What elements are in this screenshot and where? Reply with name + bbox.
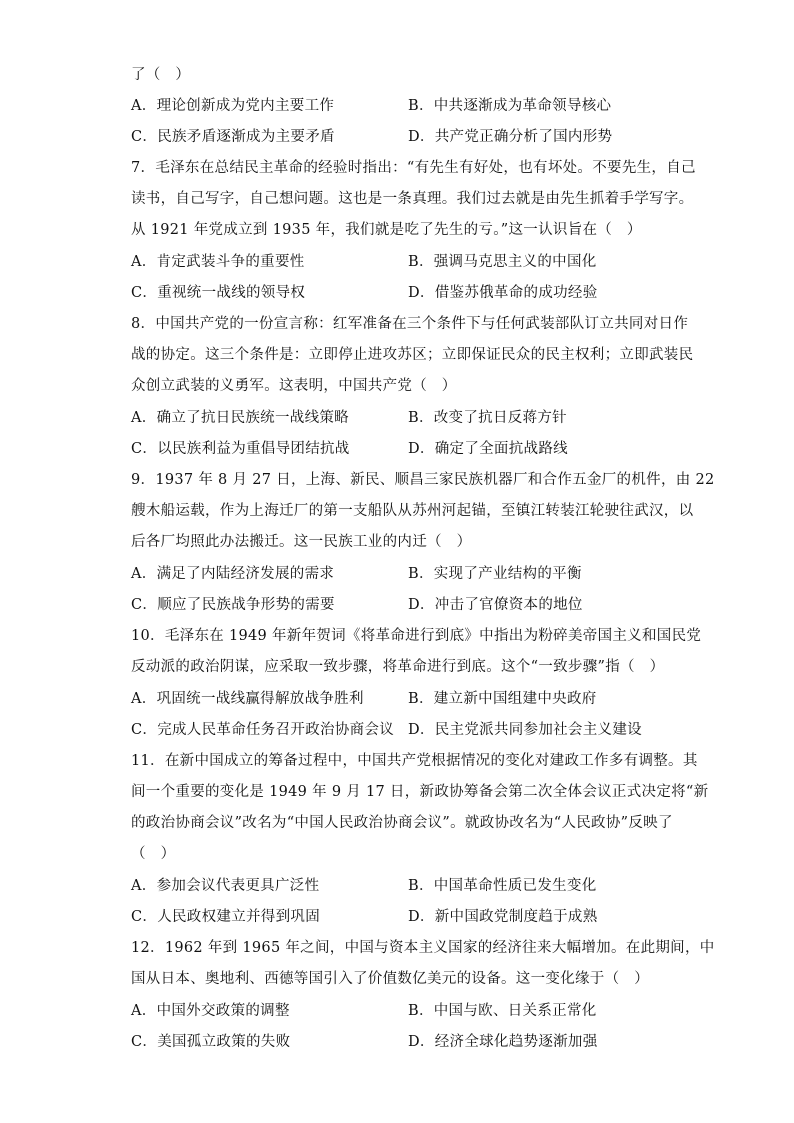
q12-option-d: D．经济全球化趋势逐渐加强	[408, 1034, 598, 1050]
q10-option-b: B．建立新中国组建中央政府	[408, 691, 597, 707]
q8-option-d: D．确定了全面抗战路线	[408, 441, 568, 457]
q12-option-c: C．美国孤立政策的失败	[131, 1034, 291, 1050]
q11-option-d: D．新中国政党制度趋于成熟	[408, 909, 598, 925]
q11-option-b: B．中国革命性质已发生变化	[408, 878, 597, 894]
q10-option-a: A．巩固统一战线赢得解放战争胜利	[131, 691, 364, 707]
q11-stem-line: 的政治协商会议”改名为“中国人民政治协商会议”。就政协改名为“人民政协”反映了	[131, 815, 673, 831]
q7-option-a: A．肯定武装斗争的重要性	[131, 254, 305, 270]
q6-option-d: D．共产党正确分析了国内形势	[408, 129, 613, 145]
q7-option-c: C．重视统一战线的领导权	[131, 285, 306, 301]
q7-stem-line: 7．毛泽东在总结民主革命的经验时指出：“有先生有好处，也有坏处。不要先生，自己	[131, 160, 696, 176]
q8-option-a: A．确立了抗日民族统一战线策略	[131, 410, 349, 426]
q8-stem-line: 众创立武装的义勇军。这表明，中国共产党（ ）	[131, 378, 457, 394]
q9-stem-line: 后各厂均照此办法搬迁。这一民族工业的内迁（ ）	[131, 534, 472, 550]
q7-stem-line: 读书，自己写字，自己想问题。这也是一条真理。我们过去就是由先生抓着手学写字。	[131, 191, 694, 207]
q11-stem-line: （ ）	[131, 846, 176, 862]
q11-stem-line: 间一个重要的变化是 1949 年 9 月 17 日，新政协筹备会第二次全体会议正式决定将“新	[131, 784, 709, 800]
q7-option-b: B．强调马克思主义的中国化	[408, 254, 597, 270]
q8-stem-line: 战的协定。这三个条件是：立即停止进攻苏区；立即保证民众的民主权利；立即武装民	[131, 347, 694, 363]
q12-option-a: A．中国外交政策的调整	[131, 1003, 290, 1019]
q6-stem-tail: 了（ ）	[131, 67, 191, 83]
q9-stem-line: 艘木船运载，作为上海迁厂的第一支船队从苏州河起锚，至镇江转装江轮驶往武汉，以	[131, 503, 694, 519]
q11-option-a: A．参加会议代表更具广泛性	[131, 878, 320, 894]
q10-option-c: C．完成人民革命任务召开政治协商会议	[131, 722, 394, 738]
q10-stem-line: 反动派的政治阴谋，应采取一致步骤，将革命进行到底。这个“一致步骤”指（ ）	[131, 659, 665, 675]
q7-option-d: D．借鉴苏俄革命的成功经验	[408, 285, 598, 301]
q12-stem-line: 国从日本、奥地利、西德等国引入了价值数亿美元的设备。这一变化缘于（ ）	[131, 971, 649, 987]
q6-option-c: C．民族矛盾逐渐成为主要矛盾	[131, 129, 335, 145]
q10-stem-line: 10．毛泽东在 1949 年新年贺词《将革命进行到底》中指出为粉碎美帝国主义和国民党	[131, 628, 702, 644]
q10-option-d: D．民主党派共同参加社会主义建设	[408, 722, 642, 738]
q8-option-b: B．改变了抗日反蒋方针	[408, 410, 567, 426]
q8-stem-line: 8．中国共产党的一份宣言称：红军准备在三个条件下与任何武装部队订立共同对日作	[131, 316, 689, 332]
q8-option-c: C．以民族利益为重倡导团结抗战	[131, 441, 350, 457]
q9-option-a: A．满足了内陆经济发展的需求	[131, 566, 335, 582]
q12-option-b: B．中国与欧、日关系正常化	[408, 1003, 597, 1019]
q11-option-c: C．人民政权建立并得到巩固	[131, 909, 320, 925]
q9-option-b: B．实现了产业结构的平衡	[408, 566, 582, 582]
q9-option-d: D．冲击了官僚资本的地位	[408, 597, 583, 613]
q9-stem-line: 9．1937 年 8 月 27 日，上海、新民、顺昌三家民族机器厂和合作五金厂的机件，由 22	[131, 472, 715, 488]
q12-stem-line: 12．1962 年到 1965 年之间，中国与资本主义国家的经济往来大幅增加。在此期间，中	[131, 940, 715, 956]
q7-stem-line: 从 1921 年党成立到 1935 年，我们就是吃了先生的亏。”这一认识旨在（ ）	[131, 222, 642, 238]
q11-stem-line: 11．在新中国成立的筹备过程中，中国共产党根据情况的变化对建政工作多有调整。其	[131, 753, 698, 769]
q9-option-c: C．顺应了民族战争形势的需要	[131, 597, 335, 613]
q6-option-b: B．中共逐渐成为革命领导核心	[408, 98, 612, 114]
q6-option-a: A．理论创新成为党内主要工作	[131, 98, 335, 114]
